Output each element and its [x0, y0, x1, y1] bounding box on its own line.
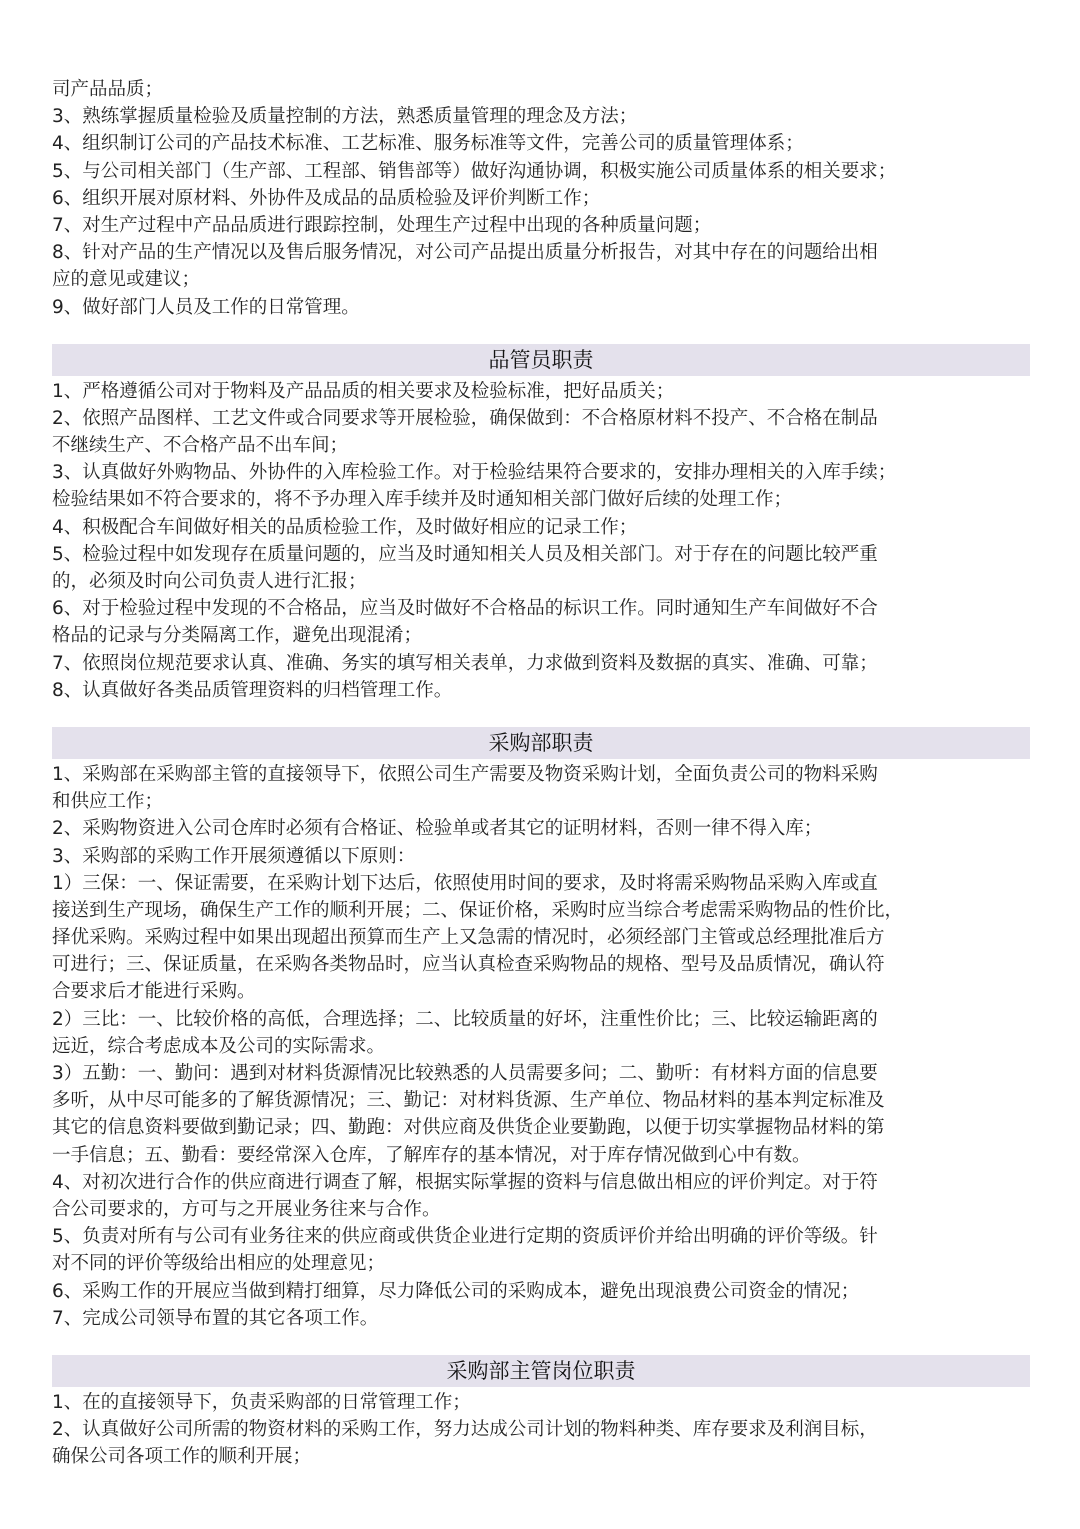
text-line: 4、对初次进行合作的供应商进行调查了解，根据实际掌握的资料与信息做出相应的评价判定。对于符	[52, 1171, 878, 1193]
text-line: 8、认真做好各类品质管理资料的归档管理工作。	[52, 679, 453, 701]
text-line: 合公司要求的，方可与之开展业务往来与合作。	[52, 1198, 441, 1220]
text-line: 8、针对产品的生产情况以及售后服务情况，对公司产品提出质量分析报告，对其中存在的问题给出相	[52, 242, 878, 264]
text-line: 1、在的直接领导下，负责采购部的日常管理工作；	[52, 1391, 471, 1413]
text-line: 1、严格遵循公司对于物料及产品品质的相关要求及检验标准，把好品质关；	[52, 380, 675, 402]
text-line: 3）五勤：一、勤问：遇到对材料货源情况比较熟悉的人员需要多问；二、勤听：有材料方面的信息要	[52, 1063, 878, 1084]
text-line: 4、组织制订公司的产品技术标准、工艺标准、服务标准等文件，完善公司的质量管理体系；	[52, 133, 804, 155]
text-line: 不继续生产、不合格产品不出车间；	[52, 435, 349, 457]
document-page	[52, 76, 1030, 1470]
text-line: 的，必须及时向公司负责人进行汇报；	[52, 571, 367, 592]
text-line: 和供应工作；	[52, 791, 164, 813]
section-heading: 品管员职责	[52, 344, 1030, 376]
text-line: 9、做好部门人员及工作的日常管理。	[52, 296, 360, 318]
text-line: 2）三比：一、比较价格的高低，合理选择；二、比较质量的好坏，注重性价比；三、比较运输距离的	[52, 1008, 878, 1030]
text-line: 择优采购。采购过程中如果出现超出预算而生产上又急需的情况时，必须经部门主管或总经理批准后方	[52, 927, 885, 949]
section-quality-manager-duties-continued	[52, 76, 1030, 321]
section-quality-inspector-duties	[52, 344, 1030, 704]
text-line: 7、完成公司领导布置的其它各项工作。	[52, 1307, 379, 1329]
text-line: 6、组织开展对原材料、外协件及成品的品质检验及评价判断工作；	[52, 187, 601, 209]
text-line: 确保公司各项工作的顺利开展；	[52, 1446, 312, 1468]
text-line: 3、熟练掌握质量检验及质量控制的方法，熟悉质量管理的理念及方法；	[52, 106, 638, 128]
text-line: 6、对于检验过程中发现的不合格品，应当及时做好不合格品的标识工作。同时通知生产车间做好不合	[52, 598, 878, 620]
text-line: 2、认真做好公司所需的物资材料的采购工作，努力达成公司计划的物料种类、库存要求及利润目标，	[52, 1419, 878, 1441]
text-line: 远近，综合考虑成本及公司的实际需求。	[52, 1035, 386, 1057]
text-line: 1）三保：一、保证需要，在采购计划下达后，依照使用时间的要求，及时将需采购物品采购入库或直	[52, 872, 878, 894]
text-line: 3、认真做好外购物品、外协件的入库检验工作。对于检验结果符合要求的，安排办理相关的入库手续；	[52, 462, 897, 484]
text-line: 2、采购物资进入公司仓库时必须有合格证、检验单或者其它的证明材料，否则一律不得入库；	[52, 818, 823, 840]
text-line: 7、依照岗位规范要求认真、准确、务实的填写相关表单，力求做到资料及数据的真实、准确、可靠；	[52, 652, 878, 674]
text-line: 5、与公司相关部门（生产部、工程部、销售部等）做好沟通协调，积极实施公司质量体系的相关要求；	[52, 160, 897, 182]
text-line: 4、积极配合车间做好相关的品质检验工作，及时做好相应的记录工作；	[52, 516, 638, 538]
section-purchasing-supervisor-duties	[52, 1355, 1030, 1471]
text-line: 检验结果如不符合要求的，将不予办理入库手续并及时通知相关部门做好后续的处理工作；	[52, 489, 793, 511]
text-line: 5、负责对所有与公司有业务往来的供应商或供货企业进行定期的资质评价并给出明确的评价等级。针	[52, 1226, 878, 1248]
text-line: 其它的信息资料要做到勤记录；四、勤跑：对供应商及供货企业要勤跑，以便于切实掌握物品材料的第	[52, 1117, 885, 1139]
section-gap	[52, 321, 1030, 344]
text-line: 对不同的评价等级给出相应的处理意见；	[52, 1253, 386, 1275]
section-heading: 采购部职责	[52, 727, 1030, 759]
section-purchasing-dept-duties	[52, 727, 1030, 1332]
text-line: 2、依照产品图样、工艺文件或合同要求等开展检验，确保做到：不合格原材料不投产、不合格在制品	[52, 407, 878, 429]
section-gap	[52, 1332, 1030, 1355]
text-line: 司产品品质；	[52, 79, 164, 100]
text-line: 可进行；三、保证质量，在采购各类物品时，应当认真检查采购物品的规格、型号及品质情况，确认符	[52, 954, 885, 976]
section-gap	[52, 704, 1030, 727]
section-heading: 采购部主管岗位职责	[52, 1355, 1030, 1387]
text-line: 1、采购部在采购部主管的直接领导下，依照公司生产需要及物资采购计划，全面负责公司的物料采购	[52, 763, 878, 785]
text-line: 多听，从中尽可能多的了解货源情况；三、勤记：对材料货源、生产单位、物品材料的基本判定标准及	[52, 1090, 885, 1112]
text-line: 7、对生产过程中产品品质进行跟踪控制，处理生产过程中出现的各种质量问题；	[52, 214, 712, 236]
text-line: 3、采购部的采购工作开展须遵循以下原则：	[52, 845, 416, 867]
text-line: 6、采购工作的开展应当做到精打细算，尽力降低公司的采购成本，避免出现浪费公司资金的情况；	[52, 1280, 860, 1302]
text-line: 5、检验过程中如发现存在质量问题的，应当及时通知相关人员及相关部门。对于存在的问题比较严重	[52, 543, 878, 565]
text-line: 一手信息；五、勤看：要经常深入仓库，了解库存的基本情况，对于库存情况做到心中有数。	[52, 1144, 811, 1166]
text-line: 接送到生产现场，确保生产工作的顺利开展；二、保证价格，采购时应当综合考虑需采购物品的性价比，	[52, 899, 904, 921]
text-line: 合要求后才能进行采购。	[52, 981, 256, 1003]
text-line: 应的意见或建议；	[52, 269, 201, 291]
text-line: 格品的记录与分类隔离工作，避免出现混淆；	[52, 625, 423, 647]
